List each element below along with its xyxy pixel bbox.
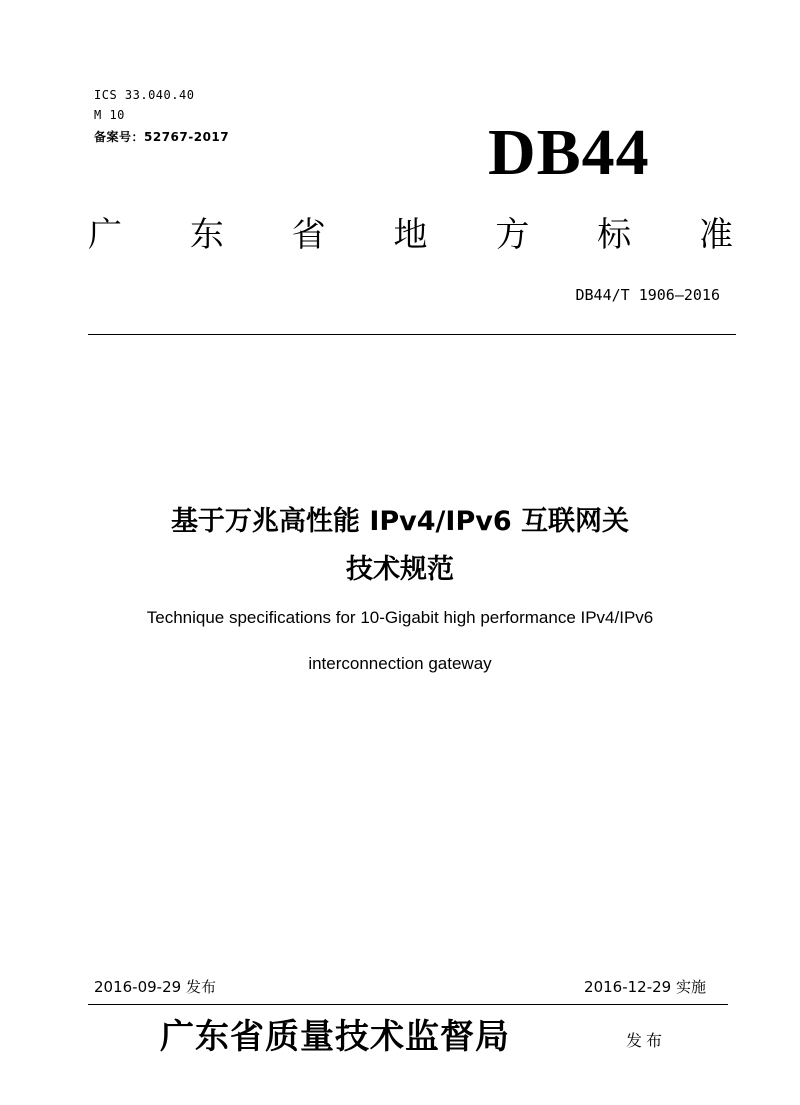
footer-divider bbox=[88, 1004, 728, 1005]
standard-logo: DB44 bbox=[488, 116, 650, 189]
standard-type-heading bbox=[88, 210, 733, 260]
chinese-title bbox=[0, 498, 800, 594]
filing-number: 备案号：52767-2017 bbox=[94, 130, 230, 144]
chinese-title-line-1: 基于万兆高性能 IPv4/IPv6 互联网关 bbox=[170, 506, 630, 537]
standard-type-char: 标 bbox=[597, 215, 632, 255]
english-title-line-2: interconnection gateway bbox=[308, 654, 492, 673]
chinese-title-line-2: 技术规范 bbox=[346, 554, 454, 585]
issuing-label: 发布 bbox=[626, 1031, 667, 1050]
standard-type-char: 东 bbox=[189, 215, 224, 255]
issue-date: 2016-09-29 发布 bbox=[94, 978, 216, 996]
implementation-date: 2016-12-29 实施 bbox=[584, 978, 706, 996]
header-divider bbox=[88, 334, 736, 335]
english-title-line-1: Technique specifications for 10-Gigabit high performance IPv4/IPv6 bbox=[146, 608, 654, 627]
standard-type-char: 地 bbox=[393, 215, 428, 255]
standard-number: DB44/T 1906—2016 bbox=[575, 286, 720, 304]
standard-type-char: 省 bbox=[291, 215, 326, 255]
issuing-authority: 广东省质量技术监督局 bbox=[160, 1017, 510, 1057]
classification-code: M 10 bbox=[94, 108, 125, 122]
standard-type-char: 方 bbox=[495, 215, 530, 255]
standard-type-char: 广 bbox=[88, 215, 122, 255]
ics-code: ICS 33.040.40 bbox=[94, 88, 195, 102]
standard-type-char: 准 bbox=[698, 215, 733, 255]
